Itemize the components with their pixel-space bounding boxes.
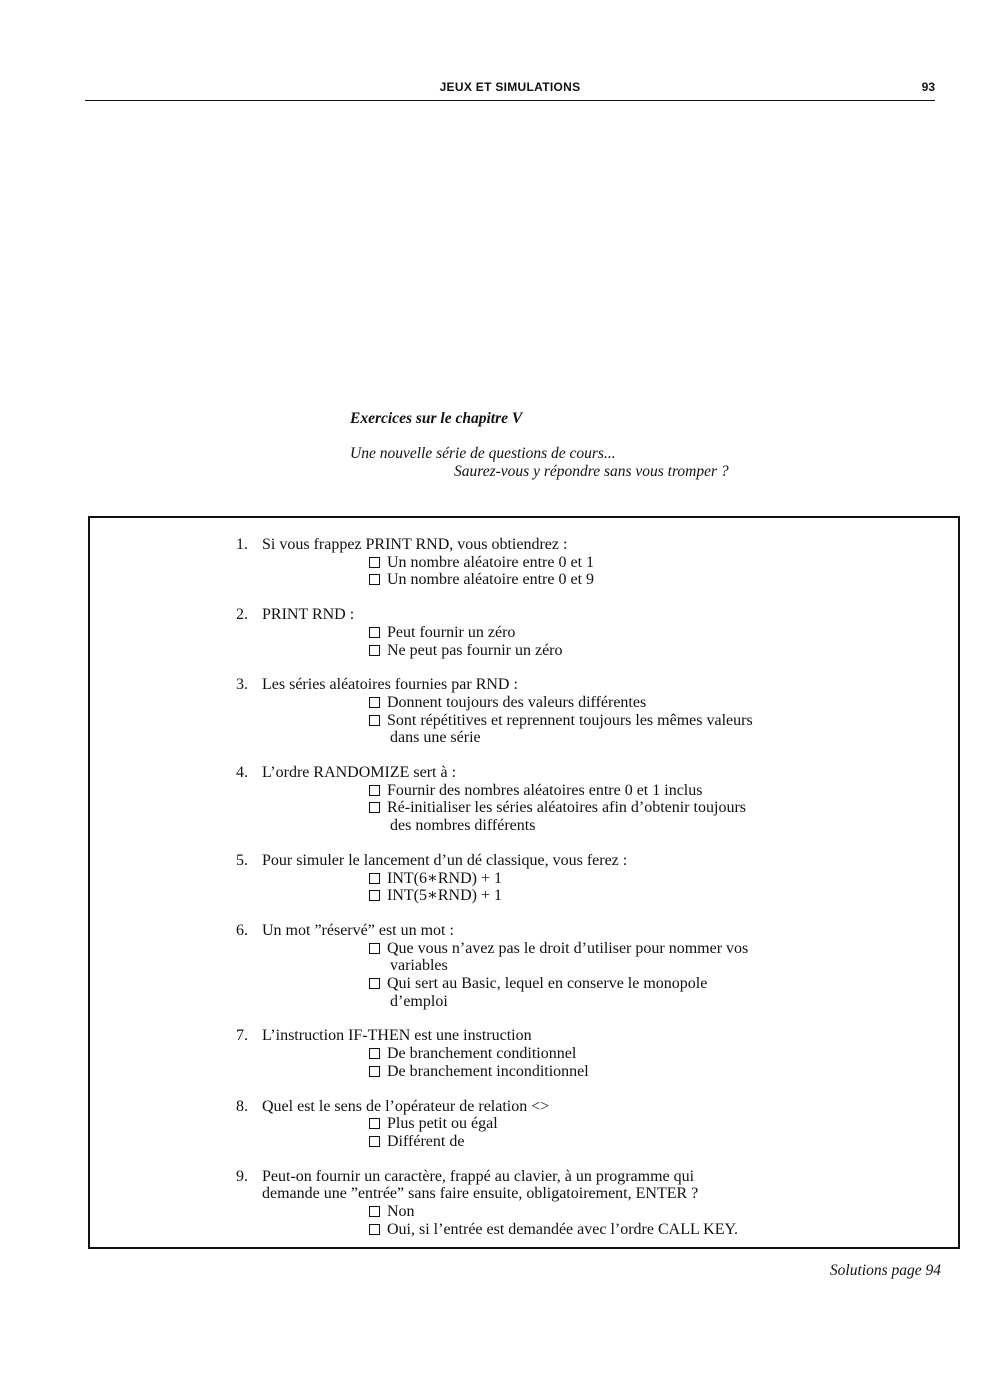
question-text: Pour simuler le lancement d’un dé classique, vous ferez : bbox=[262, 851, 628, 869]
exercise-title: Exercices sur le chapitre V bbox=[350, 410, 523, 427]
answer-option[interactable] bbox=[236, 1063, 836, 1081]
question-2 bbox=[236, 606, 836, 659]
answer-option[interactable] bbox=[236, 1045, 836, 1063]
answer-option[interactable] bbox=[236, 571, 836, 589]
checkbox-icon[interactable] bbox=[369, 873, 380, 884]
question-number: 2. bbox=[236, 606, 248, 624]
page-number: 93 bbox=[921, 80, 935, 94]
checkbox-icon[interactable] bbox=[369, 574, 380, 585]
option-text: De branchement conditionnel bbox=[387, 1045, 577, 1063]
question-number: 7. bbox=[236, 1027, 248, 1045]
option-text: Oui, si l’entrée est demandée avec l’ordre CALL KEY. bbox=[387, 1220, 738, 1238]
question-text: Quel est le sens de l’opérateur de relation <> bbox=[262, 1097, 550, 1115]
checkbox-icon[interactable] bbox=[369, 890, 380, 901]
option-text: Que vous n’avez pas le droit d’utiliser pour nommer vos bbox=[387, 939, 749, 957]
running-head: JEUX ET SIMULATIONS bbox=[439, 80, 581, 94]
option-text: Donnent toujours des valeurs différentes bbox=[387, 693, 647, 711]
answer-option[interactable] bbox=[236, 940, 836, 958]
checkbox-icon[interactable] bbox=[369, 1118, 380, 1129]
question-text-continued: demande une ”entrée” sans faire ensuite, obligatoirement, ENTER ? bbox=[262, 1185, 699, 1203]
answer-option[interactable] bbox=[236, 975, 836, 993]
page-header bbox=[85, 80, 935, 101]
answer-option[interactable] bbox=[236, 694, 836, 712]
option-text: Un nombre aléatoire entre 0 et 1 bbox=[387, 553, 595, 571]
option-text: Ré-initialiser les séries aléatoires afin d’obtenir toujours bbox=[387, 799, 746, 817]
answer-option[interactable] bbox=[236, 642, 836, 660]
checkbox-icon[interactable] bbox=[369, 627, 380, 638]
question-3 bbox=[236, 676, 836, 747]
answer-option[interactable] bbox=[236, 870, 836, 888]
checkbox-icon[interactable] bbox=[369, 943, 380, 954]
option-text-continued: d’emploi bbox=[390, 992, 448, 1010]
checkbox-icon[interactable] bbox=[369, 978, 380, 989]
answer-option[interactable] bbox=[236, 624, 836, 642]
answer-option[interactable] bbox=[236, 1115, 836, 1133]
question-number: 1. bbox=[236, 536, 248, 553]
checkbox-icon[interactable] bbox=[369, 1206, 380, 1217]
answer-option[interactable] bbox=[236, 782, 836, 800]
question-number: 3. bbox=[236, 676, 248, 694]
question-list bbox=[236, 536, 836, 1256]
question-text: Un mot ”réservé” est un mot : bbox=[262, 921, 454, 939]
question-text: Si vous frappez PRINT RND, vous obtiendrez : bbox=[262, 536, 568, 553]
answer-option[interactable] bbox=[236, 1221, 836, 1239]
checkbox-icon[interactable] bbox=[369, 697, 380, 708]
intro-line-2: Saurez-vous y répondre sans vous tromper ? bbox=[454, 463, 729, 480]
answer-option[interactable] bbox=[236, 1203, 836, 1221]
checkbox-icon[interactable] bbox=[369, 557, 380, 568]
question-number: 6. bbox=[236, 921, 248, 939]
checkbox-icon[interactable] bbox=[369, 645, 380, 656]
checkbox-icon[interactable] bbox=[369, 1136, 380, 1147]
answer-option[interactable] bbox=[236, 799, 836, 817]
question-6 bbox=[236, 922, 836, 1011]
question-number: 8. bbox=[236, 1097, 248, 1115]
option-text: Peut fournir un zéro bbox=[387, 623, 516, 641]
option-text: Différent de bbox=[387, 1132, 465, 1150]
option-text: Sont répétitives et reprennent toujours les mêmes valeurs bbox=[387, 711, 753, 729]
answer-option[interactable] bbox=[236, 554, 836, 572]
option-text-continued: des nombres différents bbox=[390, 817, 536, 835]
option-text: Ne peut pas fournir un zéro bbox=[387, 641, 563, 659]
question-7 bbox=[236, 1027, 836, 1080]
option-text-continued: dans une série bbox=[390, 729, 481, 747]
option-text: De branchement inconditionnel bbox=[387, 1062, 589, 1080]
question-text: Peut-on fournir un caractère, frappé au clavier, à un programme qui bbox=[262, 1167, 695, 1185]
answer-option[interactable] bbox=[236, 712, 836, 730]
checkbox-icon[interactable] bbox=[369, 1224, 380, 1235]
question-4 bbox=[236, 764, 836, 835]
solutions-reference: Solutions page 94 bbox=[829, 1262, 941, 1279]
intro-line-1: Une nouvelle série de questions de cours... bbox=[350, 445, 616, 462]
option-text: Qui sert au Basic, lequel en conserve le monopole bbox=[387, 975, 708, 993]
option-text: Plus petit ou égal bbox=[387, 1115, 498, 1133]
question-text: Les séries aléatoires fournies par RND : bbox=[262, 676, 518, 694]
option-text: Un nombre aléatoire entre 0 et 9 bbox=[387, 571, 595, 589]
option-text: INT(5∗RND) + 1 bbox=[387, 887, 502, 905]
option-text: Non bbox=[387, 1203, 415, 1221]
question-1 bbox=[236, 536, 836, 589]
question-text: L’ordre RANDOMIZE sert à : bbox=[262, 764, 457, 782]
option-text-continued: variables bbox=[390, 957, 448, 975]
question-number: 9. bbox=[236, 1167, 248, 1185]
option-text: INT(6∗RND) + 1 bbox=[387, 869, 502, 887]
question-9 bbox=[236, 1168, 836, 1239]
checkbox-icon[interactable] bbox=[369, 802, 380, 813]
question-text: PRINT RND : bbox=[262, 606, 355, 624]
question-5 bbox=[236, 852, 836, 905]
checkbox-icon[interactable] bbox=[369, 1048, 380, 1059]
question-text: L’instruction IF-THEN est une instruction bbox=[262, 1027, 532, 1045]
question-8 bbox=[236, 1098, 836, 1151]
checkbox-icon[interactable] bbox=[369, 715, 380, 726]
question-number: 4. bbox=[236, 764, 248, 782]
answer-option[interactable] bbox=[236, 887, 836, 905]
option-text: Fournir des nombres aléatoires entre 0 et 1 inclus bbox=[387, 781, 703, 799]
question-number: 5. bbox=[236, 851, 248, 869]
answer-option[interactable] bbox=[236, 1133, 836, 1151]
checkbox-icon[interactable] bbox=[369, 785, 380, 796]
checkbox-icon[interactable] bbox=[369, 1066, 380, 1077]
